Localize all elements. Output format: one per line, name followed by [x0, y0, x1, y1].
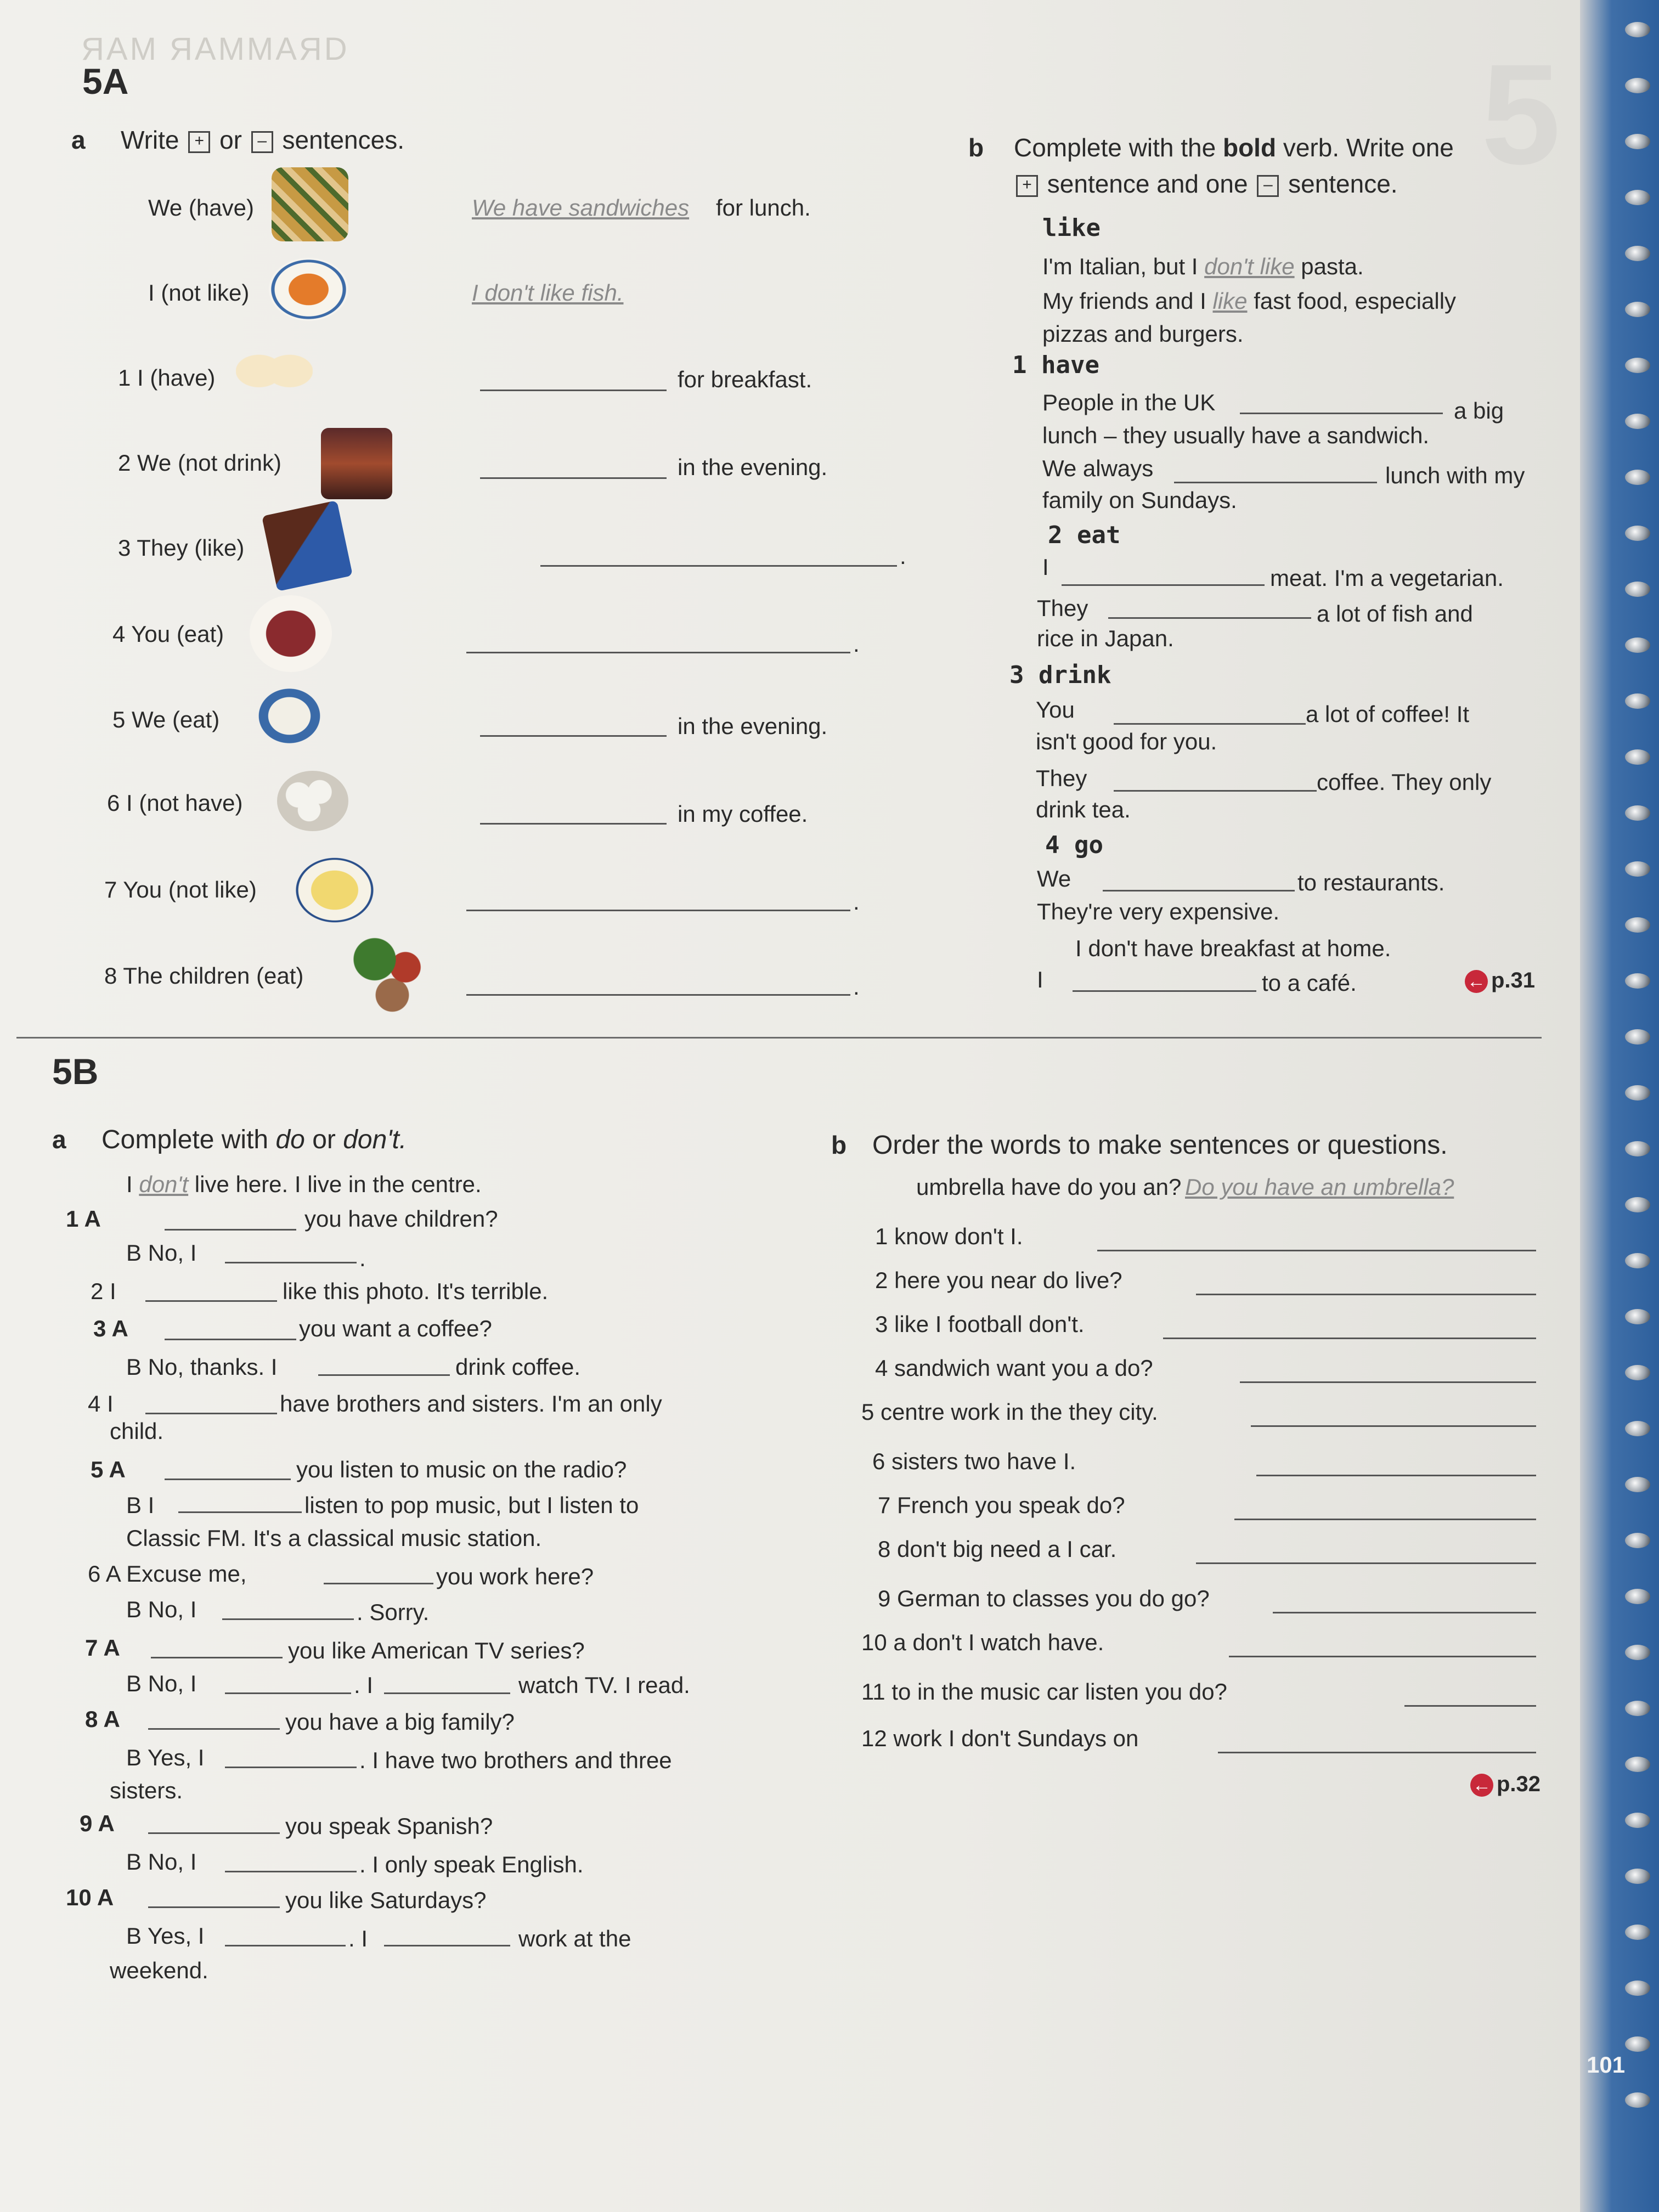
answer-blank[interactable] — [225, 1871, 357, 1872]
answer-blank[interactable] — [145, 1413, 277, 1414]
item-tail: . — [853, 889, 860, 915]
answer-blank[interactable] — [1196, 1562, 1536, 1564]
line: have brothers and sisters. I'm an only — [280, 1391, 662, 1417]
order-item: 3 like I football don't. — [875, 1311, 1085, 1337]
spiral-ring — [1625, 22, 1650, 37]
handwritten-answer: don't like — [1204, 253, 1295, 279]
verb-heading: like — [1042, 214, 1101, 242]
item-tail: in the evening. — [678, 454, 828, 480]
text: I'm Italian, but I — [1042, 253, 1198, 279]
order-item: 9 German to classes you do go? — [878, 1585, 1210, 1611]
speaker: B No, thanks. I — [126, 1354, 278, 1380]
spiral-ring — [1625, 973, 1650, 989]
item-prompt: 2 We (not drink) — [118, 450, 281, 476]
speaker: 10 A — [66, 1884, 114, 1910]
answer-blank[interactable] — [540, 565, 897, 567]
speaker: 9 A — [80, 1810, 115, 1836]
section-letter: a — [71, 126, 86, 154]
line: You — [1036, 697, 1075, 723]
line: you listen to music on the radio? — [296, 1457, 627, 1482]
answer-blank[interactable] — [384, 1945, 510, 1946]
speaker: B No, I — [126, 1671, 197, 1696]
instruction-text: sentence and one — [1047, 170, 1248, 198]
plus-icon: + — [188, 131, 210, 153]
line-end: a lot of fish and — [1317, 601, 1473, 627]
arrow-left-icon: ← — [1470, 1774, 1493, 1797]
line: . I only speak English. — [359, 1852, 584, 1877]
instruction — [101, 1125, 407, 1155]
line: family on Sundays. — [1042, 487, 1237, 513]
spiral-ring — [1625, 1477, 1650, 1492]
answer-blank[interactable] — [1196, 1294, 1536, 1295]
line-end: to restaurants. — [1297, 870, 1445, 895]
speaker: 1 A — [66, 1206, 101, 1232]
answer-blank[interactable] — [148, 1906, 280, 1908]
line: watch TV. I read. — [518, 1672, 690, 1698]
example-line — [1042, 253, 1364, 280]
answer-blank[interactable] — [145, 1300, 277, 1302]
spiral-ring — [1625, 1589, 1650, 1604]
line: isn't good for you. — [1036, 729, 1217, 754]
spiral-ring — [1625, 1813, 1650, 1828]
speaker: B No, I — [126, 1240, 197, 1266]
spiral-ring — [1625, 1869, 1650, 1884]
line: you have a big family? — [285, 1709, 515, 1735]
answer-blank[interactable] — [1240, 413, 1443, 414]
answer-blank[interactable] — [1256, 1475, 1536, 1476]
instruction: Order the words to make sentences or questions. — [872, 1131, 1448, 1160]
spiral-ring — [1625, 190, 1650, 205]
page-number: 101 — [1587, 2052, 1626, 2078]
answer-blank[interactable] — [480, 735, 667, 737]
spiral-ring — [1625, 917, 1650, 933]
order-item: 11 to in the music car listen you do? — [861, 1679, 1227, 1705]
line: They're very expensive. — [1037, 899, 1280, 924]
chocolate-image — [262, 500, 353, 591]
answer-blank[interactable] — [466, 994, 850, 996]
reference-text: p.32 — [1497, 1772, 1541, 1796]
answer-blank[interactable] — [1108, 617, 1311, 619]
answer-blank[interactable] — [1114, 723, 1306, 725]
answer-blank[interactable] — [165, 1229, 296, 1231]
answer-blank[interactable] — [165, 1479, 291, 1480]
spiral-ring — [1625, 861, 1650, 877]
instruction-do: do — [275, 1125, 305, 1154]
line: We — [1037, 866, 1071, 891]
answer-blank[interactable] — [165, 1339, 296, 1340]
answer-blank[interactable] — [1073, 990, 1256, 992]
spiral-ring — [1625, 246, 1650, 261]
line-end: to a café. — [1262, 970, 1357, 996]
line: you have children? — [304, 1206, 498, 1232]
speaker: B Yes, I — [126, 1745, 205, 1770]
item-prompt: 1 I (have) — [118, 365, 216, 391]
item-tail: . — [853, 974, 860, 1000]
text: fast food, especially — [1254, 288, 1457, 314]
instruction-text: Complete with — [101, 1125, 269, 1154]
item-prompt: 8 The children (eat) — [104, 963, 304, 989]
answer-blank[interactable] — [1174, 482, 1377, 483]
text: pasta. — [1301, 253, 1364, 279]
sandwiches-image — [272, 167, 348, 241]
steak-image — [250, 595, 332, 672]
sugar-image — [277, 771, 348, 831]
speaker: B I — [126, 1492, 155, 1518]
line-end: lunch with my — [1385, 462, 1525, 488]
answer-blank[interactable] — [1240, 1381, 1536, 1383]
cheese-image — [294, 856, 376, 924]
speaker: B No, I — [126, 1849, 197, 1875]
line: drink coffee. — [455, 1354, 581, 1380]
instruction-bold: bold — [1222, 133, 1277, 162]
answer-blank[interactable] — [148, 1728, 280, 1730]
minus-icon: – — [251, 131, 273, 153]
example-answer: Do you have an umbrella? — [1185, 1174, 1454, 1200]
instruction-text: sentence. — [1288, 170, 1398, 198]
speaker: 7 A — [85, 1635, 120, 1661]
line-end: coffee. They only — [1317, 769, 1492, 795]
order-item: 4 sandwich want you a do? — [875, 1355, 1153, 1381]
line: . — [359, 1245, 366, 1271]
spiral-ring — [1625, 693, 1650, 709]
spiral-ring — [1625, 1421, 1650, 1436]
arrow-left-icon: ← — [1465, 970, 1488, 993]
verb-heading: 2 eat — [1048, 521, 1121, 549]
order-item: 8 don't big need a I car. — [878, 1536, 1117, 1562]
answer-blank[interactable] — [466, 652, 850, 653]
handwritten-answer: like — [1212, 288, 1248, 314]
spiral-ring — [1625, 1757, 1650, 1772]
instruction-text: Complete with the — [1014, 133, 1216, 162]
spiral-ring — [1625, 1085, 1650, 1101]
line: you work here? — [436, 1564, 594, 1589]
spiral-ring — [1625, 1980, 1650, 1996]
answer-blank[interactable] — [225, 1692, 351, 1694]
instruction-or: or — [312, 1125, 336, 1154]
line: . I — [348, 1926, 368, 1951]
eggs-image — [236, 340, 313, 409]
verb-heading: 3 drink — [1009, 661, 1111, 689]
item-prompt: 5 We (eat) — [112, 707, 220, 732]
order-item: 6 sisters two have I. — [872, 1448, 1076, 1474]
line: We always — [1042, 455, 1154, 481]
answer-blank[interactable] — [1114, 790, 1317, 792]
answer-blank[interactable] — [480, 477, 667, 479]
spiral-ring — [1625, 302, 1650, 317]
example-tail: for lunch. — [716, 195, 811, 221]
line-end: meat. I'm a vegetarian. — [1270, 565, 1504, 591]
spiral-ring — [1625, 1141, 1650, 1156]
item-tail: for breakfast. — [678, 366, 812, 392]
item-tail: . — [900, 543, 906, 569]
line: People in the UK — [1042, 390, 1216, 415]
spiral-ring — [1625, 1365, 1650, 1380]
section-letter: b — [968, 133, 984, 162]
answer-blank[interactable] — [178, 1511, 302, 1513]
spiral-ring — [1625, 749, 1650, 765]
text: I — [126, 1171, 133, 1197]
section-letter: b — [831, 1131, 847, 1159]
item-tail: in the evening. — [678, 713, 828, 739]
answer-blank[interactable] — [384, 1692, 510, 1694]
line-number: 2 I — [91, 1278, 116, 1304]
example-line — [126, 1171, 482, 1198]
spiral-ring — [1625, 526, 1650, 541]
line: drink tea. — [1036, 797, 1131, 822]
spiral-ring — [1625, 414, 1650, 429]
line: like this photo. It's terrible. — [283, 1278, 549, 1304]
example-line: pizzas and burgers. — [1042, 321, 1244, 347]
spiral-ring — [1625, 637, 1650, 653]
line: weekend. — [110, 1957, 208, 1983]
verb-heading: 4 go — [1045, 831, 1103, 859]
line: listen to pop music, but I listen to — [304, 1492, 639, 1518]
item-tail: . — [853, 631, 860, 657]
instruction — [1014, 133, 1454, 162]
order-item: 1 know don't I. — [875, 1223, 1023, 1249]
answer-blank[interactable] — [1251, 1425, 1536, 1427]
answer-blank[interactable] — [1229, 1656, 1536, 1657]
line: rice in Japan. — [1037, 625, 1174, 651]
spiral-ring — [1625, 1645, 1650, 1660]
unit-title-5b: 5B — [52, 1051, 99, 1092]
spiral-ring — [1625, 1925, 1650, 1940]
text: My friends and I — [1042, 288, 1206, 314]
instruction-text: Write — [121, 126, 179, 154]
line-end: a big — [1454, 398, 1504, 424]
spiral-ring — [1625, 2036, 1650, 2052]
answer-blank[interactable] — [225, 1262, 357, 1263]
line: work at the — [518, 1926, 631, 1951]
line: Classic FM. It's a classical music station. — [126, 1525, 542, 1551]
item-prompt: 7 You (not like) — [104, 877, 257, 902]
order-item: 7 French you speak do? — [878, 1492, 1125, 1518]
rice-image — [252, 683, 326, 749]
spiral-ring — [1625, 1029, 1650, 1045]
line: I don't have breakfast at home. — [1075, 935, 1391, 961]
item-prompt: 4 You (eat) — [112, 621, 224, 647]
line: . Sorry. — [357, 1599, 430, 1625]
order-item: 12 work I don't Sundays on — [861, 1725, 1139, 1751]
answer-blank[interactable] — [151, 1657, 283, 1658]
unit-title-5a: 5A — [82, 61, 129, 101]
answer-blank[interactable] — [225, 1945, 346, 1946]
order-item: 5 centre work in the they city. — [861, 1399, 1158, 1425]
spiral-ring — [1625, 1309, 1650, 1324]
line: 6 A Excuse me, — [88, 1561, 247, 1587]
line: you speak Spanish? — [285, 1813, 493, 1839]
example-answer: I don't like fish. — [472, 280, 624, 306]
line: They — [1037, 595, 1088, 621]
answer-blank[interactable] — [222, 1618, 354, 1620]
ghost-text: ЯАМ ЯАММАЯD — [81, 31, 349, 67]
answer-blank[interactable] — [1103, 890, 1295, 891]
line: I — [1042, 554, 1049, 580]
speaker: B No, I — [126, 1596, 197, 1622]
answer-blank[interactable] — [1163, 1338, 1536, 1339]
answer-blank[interactable] — [1062, 584, 1265, 586]
line: They — [1036, 765, 1087, 791]
answer-blank[interactable] — [1097, 1250, 1536, 1251]
handwritten-answer: don't — [139, 1171, 189, 1197]
background-watermark: 5 — [1481, 35, 1561, 194]
speaker: B Yes, I — [126, 1923, 205, 1949]
example-prompt: We (have) — [148, 195, 254, 221]
example-prompt: I (not like) — [148, 280, 250, 306]
line: child. — [110, 1418, 164, 1444]
instruction — [121, 125, 404, 155]
instruction-text: sentences. — [282, 126, 405, 154]
spiral-ring — [1625, 358, 1650, 373]
reference-text: p.31 — [1491, 968, 1536, 992]
speaker: 8 A — [85, 1706, 120, 1732]
instruction-or: or — [219, 126, 242, 154]
answer-blank[interactable] — [480, 823, 667, 825]
line: I — [1037, 967, 1043, 992]
line-end: a lot of coffee! It — [1306, 701, 1470, 727]
item-prompt: 3 They (like) — [118, 535, 245, 561]
instruction-text: verb. Write one — [1283, 133, 1454, 162]
page-reference[interactable] — [1470, 1772, 1541, 1797]
instruction — [1014, 169, 1398, 199]
line-number: 4 I — [88, 1391, 114, 1417]
spiral-ring — [1625, 1197, 1650, 1212]
plus-icon: + — [1016, 175, 1038, 197]
item-tail: in my coffee. — [678, 801, 808, 827]
spiral-ring — [1625, 805, 1650, 821]
example-answer: We have sandwiches — [472, 195, 690, 221]
answer-blank[interactable] — [1218, 1752, 1536, 1753]
answer-blank[interactable] — [480, 390, 667, 391]
section-divider — [16, 1037, 1542, 1039]
speaker: 5 A — [91, 1457, 126, 1482]
answer-blank[interactable] — [318, 1374, 450, 1376]
fish-image — [269, 258, 348, 321]
line: . I have two brothers and three — [359, 1747, 672, 1773]
answer-blank[interactable] — [225, 1767, 357, 1768]
spiral-ring — [1625, 582, 1650, 597]
answer-blank[interactable] — [1234, 1519, 1536, 1520]
item-prompt: 6 I (not have) — [107, 790, 243, 816]
spiral-ring — [1625, 134, 1650, 149]
spiral-ring — [1625, 1253, 1650, 1268]
answer-blank[interactable] — [1273, 1612, 1536, 1613]
example-words: umbrella have do you an? — [916, 1174, 1182, 1200]
example-line — [1042, 288, 1456, 314]
spiral-ring — [1625, 470, 1650, 485]
minus-icon: – — [1257, 175, 1279, 197]
answer-blank[interactable] — [1404, 1705, 1536, 1707]
spiral-ring — [1625, 78, 1650, 93]
answer-blank[interactable] — [466, 910, 850, 911]
order-item: 2 here you near do live? — [875, 1267, 1122, 1293]
wine-image — [321, 428, 392, 499]
line: you like American TV series? — [288, 1638, 585, 1663]
answer-blank[interactable] — [148, 1832, 280, 1834]
vegetables-image — [348, 935, 436, 1015]
text: live here. I live in the centre. — [194, 1171, 482, 1197]
speaker: 3 A — [93, 1316, 128, 1341]
order-item: 10 a don't I watch have. — [861, 1629, 1104, 1655]
section-letter: a — [52, 1125, 66, 1154]
line: sisters. — [110, 1778, 183, 1803]
line: you want a coffee? — [299, 1316, 492, 1341]
spiral-ring — [1625, 1701, 1650, 1716]
spiral-ring — [1625, 1533, 1650, 1548]
page-reference[interactable] — [1465, 968, 1535, 993]
line: lunch – they usually have a sandwich. — [1042, 422, 1430, 448]
line: . I — [354, 1672, 374, 1698]
line: you like Saturdays? — [285, 1887, 487, 1913]
spiral-ring — [1625, 2092, 1650, 2108]
instruction-dont: don't. — [343, 1125, 407, 1154]
verb-heading: 1 have — [1012, 351, 1099, 379]
answer-blank[interactable] — [324, 1583, 433, 1584]
